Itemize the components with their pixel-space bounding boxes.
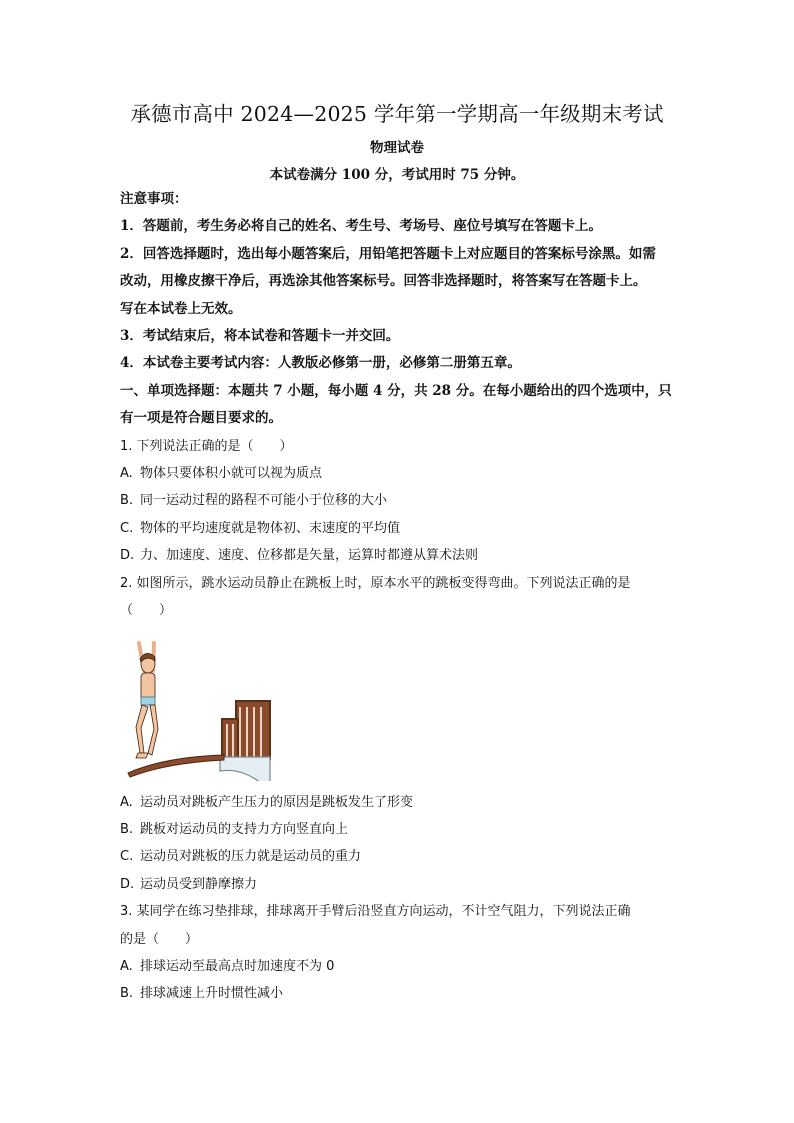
notice-item: 4．本试卷主要考试内容：人教版必修第一册，必修第二册第五章。 xyxy=(120,355,521,372)
option-text: 运动员对跳板的压力就是运动员的重力 xyxy=(140,849,362,865)
question-3-option-b xyxy=(120,980,680,1007)
option-label: C. xyxy=(120,849,134,865)
exam-title: 承德市高中 2024—2025 学年第一学期高一年级期末考试 xyxy=(130,102,664,126)
question-1-option-a xyxy=(120,460,680,487)
option-label: C. xyxy=(120,520,134,536)
question-1-option-b xyxy=(120,487,680,514)
question-2-stem: （ ） xyxy=(120,603,173,619)
notice-item: 改动，用橡皮擦干净后，再选涂其他答案标号。回答非选择题时，将答案写在答题卡上。 xyxy=(120,273,647,290)
option-label: B. xyxy=(120,493,134,509)
diver xyxy=(136,643,158,758)
board-base xyxy=(220,757,270,781)
question-2-option-b xyxy=(120,816,680,843)
notice-heading: 注意事项： xyxy=(120,191,188,207)
question-2-option-c xyxy=(120,843,680,870)
question-1-stem: 1. 下列说法正确的是（ ） xyxy=(120,438,293,454)
option-text: 物体的平均速度就是物体初、末速度的平均值 xyxy=(140,520,401,536)
option-label: D. xyxy=(120,548,135,564)
option-label: D. xyxy=(120,876,135,892)
option-text: 排球减速上升时惯性减小 xyxy=(140,986,284,1002)
question-2-option-a xyxy=(120,789,680,816)
option-text: 物体只要体积小就可以视为质点 xyxy=(140,466,323,482)
question-2-option-d xyxy=(120,871,680,898)
option-text: 排球运动至最高点时加速度不为 0 xyxy=(140,958,335,974)
question-1-option-c xyxy=(120,515,680,542)
option-text: 跳板对运动员的支持力方向竖直向上 xyxy=(140,821,349,837)
question-3-stem: 的是（ ） xyxy=(120,931,199,947)
question-1-option-d xyxy=(120,542,680,569)
exam-body xyxy=(120,186,680,1008)
notice-item: 写在本试卷上无效。 xyxy=(120,300,242,317)
notice-item: 1．答题前，考生务必将自己的姓名、考生号、考场号、座位号填写在答题卡上。 xyxy=(120,218,602,235)
option-label: A. xyxy=(120,466,133,482)
option-text: 力、加速度、速度、位移都是矢量，运算时都遵从算术法则 xyxy=(140,548,479,564)
question-2-stem: 2. 如图所示，跳水运动员静止在跳板上时，原本水平的跳板变得弯曲。下列说法正确的是 xyxy=(120,575,631,591)
option-label: A. xyxy=(120,794,133,810)
notice-item: 2．回答选择题时，选出每小题答案后，用铅笔把答题卡上对应题目的答案标号涂黑。如需 xyxy=(120,245,656,262)
subject-title: 物理试卷 xyxy=(370,140,424,156)
notice-item: 3．考试结束后，将本试卷和答题卡一并交回。 xyxy=(120,328,400,345)
question-3-stem: 3. 某同学在练习垫排球，排球离开手臂后沿竖直方向运动，不计空气阻力，下列说法正确 xyxy=(120,904,631,920)
diving-board-figure xyxy=(124,631,274,781)
exam-info: 本试卷满分 100 分，考试用时 75 分钟。 xyxy=(269,167,525,183)
option-text: 同一运动过程的路程不可能小于位移的大小 xyxy=(140,493,388,509)
section-heading: 有一项是符合题目要求的。 xyxy=(120,410,282,427)
question-3-option-a xyxy=(120,953,680,980)
platform-railing xyxy=(222,701,270,759)
option-label: A. xyxy=(120,958,133,974)
option-label: B. xyxy=(120,986,134,1002)
option-label: B. xyxy=(120,821,134,837)
section-heading: 一、单项选择题：本题共 7 小题，每小题 4 分，共 28 分。在每小题给出的四个选项中，只 xyxy=(120,382,672,399)
option-text: 运动员受到静摩擦力 xyxy=(140,876,258,892)
option-text: 运动员对跳板产生压力的原因是跳板发生了形变 xyxy=(140,794,414,810)
